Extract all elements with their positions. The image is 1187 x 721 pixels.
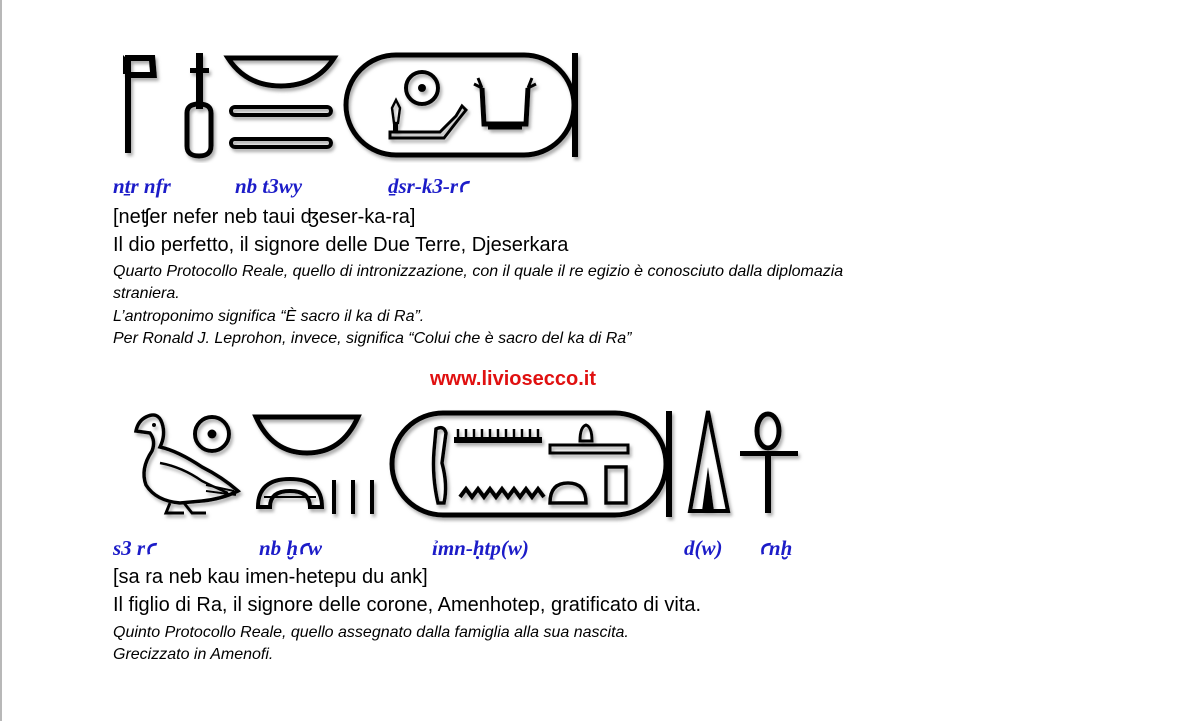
neb-basket-hieroglyph (228, 58, 334, 86)
ra-sun-disk-hieroglyph (406, 72, 438, 104)
djeser-arm-hieroglyph (390, 100, 466, 138)
hetep-offering-hieroglyph (550, 425, 628, 453)
reed-leaf-hieroglyph (434, 428, 447, 503)
translit-djeserkara: ḏsr-k3-rꜥ (388, 174, 468, 198)
ra-sun-disk-hieroglyph (195, 417, 229, 451)
note-1-line-4: Per Ronald J. Leprohon, invece, significa “Colui che è sacro del ka di Ra” (113, 330, 632, 347)
bread-loaf-hieroglyph (550, 483, 586, 503)
netjer-flag-hieroglyph (123, 55, 157, 153)
di-triangle-hieroglyph (690, 411, 728, 511)
tawy-land-hieroglyph (231, 107, 331, 147)
plural-strokes (332, 480, 374, 514)
crowns-hieroglyph (258, 479, 322, 507)
website-link[interactable]: www.liviosecco.it (430, 368, 596, 390)
translit-nb-khaw: nb ḫꜥw (259, 536, 323, 560)
translit-ankh: ꜥnḫ (759, 536, 793, 560)
translation-1: Il dio perfetto, il signore delle Due Terre, Djeserkara (113, 234, 569, 256)
note-2-line-1: Quinto Protocollo Reale, quello assegnato dalla famiglia alla sua nascita. (113, 624, 629, 641)
ankh-hieroglyph (740, 414, 798, 513)
hieroglyph-row-1 (110, 48, 590, 163)
gaming-board-hieroglyph (454, 429, 542, 443)
note-1-line-2: straniera. (113, 285, 180, 302)
pronunciation-2: [sa ra neb kau imen-hetepu du ank] (113, 566, 428, 588)
translit-imn-htp: ỉmn-ḥtp(w) (432, 536, 529, 560)
translation-2: Il figlio di Ra, il signore delle corone, Amenhotep, gratificato di vita. (113, 594, 702, 616)
nefer-heart-windpipe-hieroglyph (187, 53, 211, 156)
note-1-line-1: Quarto Protocollo Reale, quello di intronizzazione, con il quale il re egizio è conosciuto dalla diplomazia (113, 263, 844, 280)
translit-dw: d(w) (684, 536, 723, 560)
neb-basket-hieroglyph (256, 417, 358, 453)
ka-arms-hieroglyph (474, 78, 536, 128)
sa-duck-hieroglyph (136, 415, 238, 513)
translit-nb-tawy: nb t3wy (235, 174, 303, 198)
translit-sa-ra: s3 rꜥ (113, 536, 155, 560)
page-left-border (0, 0, 2, 721)
bread-loaf-hieroglyph (606, 467, 626, 503)
water-hieroglyph (460, 489, 544, 497)
pronunciation-1: [neʧer nefer neb taui ʤeser-ka-ra] (113, 206, 416, 228)
note-2-line-2: Grecizzato in Amenofi. (113, 646, 274, 663)
translit-nTr-nfr: nṯr nfr (113, 174, 171, 198)
note-1-line-3: L’antroponimo significa “È sacro il ka di Ra”. (113, 308, 425, 325)
hieroglyph-row-2 (110, 407, 810, 527)
